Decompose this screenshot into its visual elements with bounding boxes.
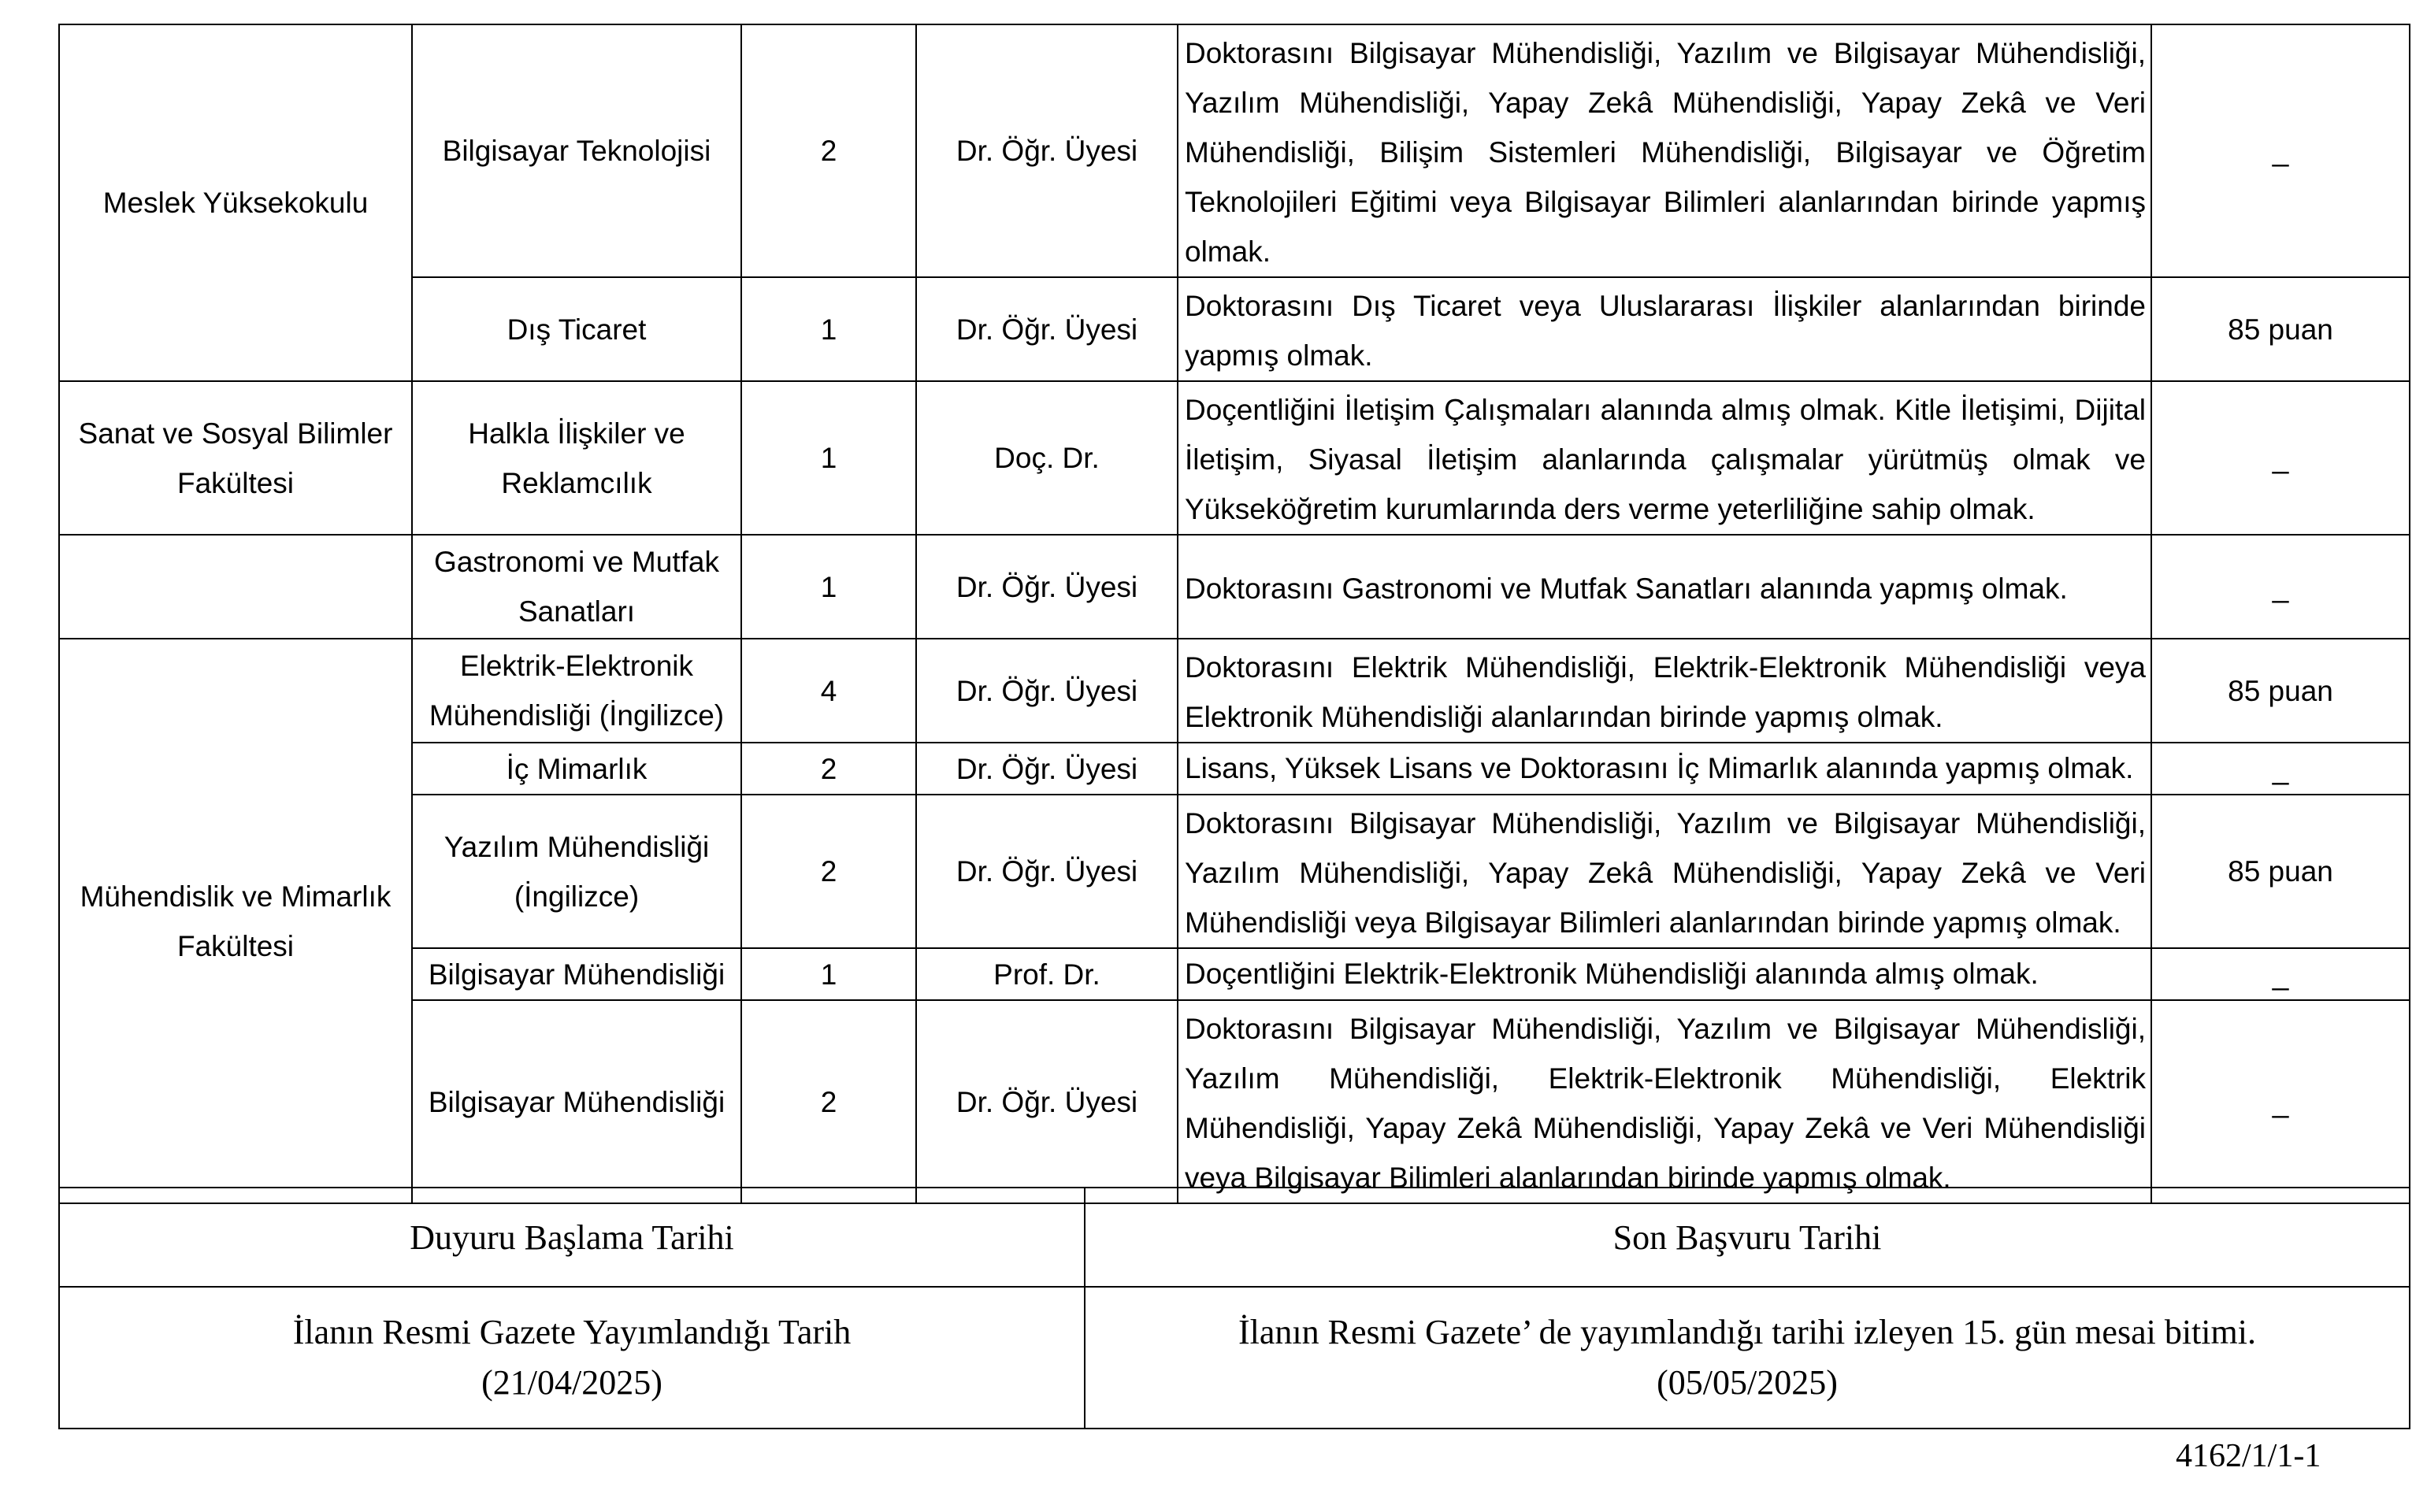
requirement-cell: Doktorasını Elektrik Mühendisliği, Elektrik-Elektronik Mühendisliği veya Elektronik Mühendisliği alanlarından birinde yapmış olmak. — [1178, 639, 2151, 743]
score-cell: _ — [2151, 1000, 2410, 1203]
count-cell: 2 — [741, 1000, 916, 1203]
faculty-cell: Mühendislik ve Mimarlık Fakültesi — [59, 639, 412, 1203]
count-cell: 2 — [741, 743, 916, 795]
table-row — [59, 795, 2410, 948]
table-row — [59, 535, 2410, 639]
requirement-cell: Lisans, Yüksek Lisans ve Doktorasını İç Mimarlık alanında yapmış olmak. — [1178, 743, 2151, 795]
score-cell: _ — [2151, 381, 2410, 535]
requirement-cell: Doçentliğini Elektrik-Elektronik Mühendisliği alanında almış olmak. — [1178, 948, 2151, 1000]
faculty-cell — [59, 535, 412, 639]
requirement-cell: Doktorasını Dış Ticaret veya Uluslararası İlişkiler alanlarından birinde yapmış olmak. — [1178, 277, 2151, 381]
requirement-cell: Doktorasını Bilgisayar Mühendisliği, Yazılım ve Bilgisayar Mühendisliği, Yazılım Mühendisliği, Elektrik-Elektronik Mühendisliği, Elektrik Mühendisliği, Yapay Zekâ Mühendisliği, Yapay Zekâ ve Veri Mühendisliği veya Bilgisayar Bilimleri alanlarından birinde yapmış olmak. — [1178, 1000, 2151, 1203]
department-cell: Gastronomi ve Mutfak Sanatları — [412, 535, 741, 639]
title-cell: Prof. Dr. — [916, 948, 1178, 1000]
requirement-cell: Doktorasını Bilgisayar Mühendisliği, Yazılım ve Bilgisayar Mühendisliği, Yazılım Mühendisliği, Yapay Zekâ Mühendisliği, Yapay Zekâ ve Veri Mühendisliği, Bilişim Sistemleri Mühendisliği, Bilgisayar ve Öğretim Teknolojileri Eğitimi veya Bilgisayar Bilimleri alanlarından birinde yapmış olmak. — [1178, 24, 2151, 277]
requirement-cell: Doktorasını Bilgisayar Mühendisliği, Yazılım ve Bilgisayar Mühendisliği, Yazılım Mühendisliği, Yapay Zekâ Mühendisliği, Yapay Zekâ ve Veri Mühendisliği veya Bilgisayar Bilimleri alanlarından birinde yapmış olmak. — [1178, 795, 2151, 948]
table-row — [59, 743, 2410, 795]
count-cell: 1 — [741, 948, 916, 1000]
faculty-cell: Sanat ve Sosyal Bilimler Fakültesi — [59, 381, 412, 535]
title-cell: Dr. Öğr. Üyesi — [916, 24, 1178, 277]
count-cell: 2 — [741, 795, 916, 948]
count-cell: 2 — [741, 24, 916, 277]
end-date-cell — [1085, 1287, 2410, 1429]
title-cell: Dr. Öğr. Üyesi — [916, 795, 1178, 948]
requirement-cell: Doktorasını Gastronomi ve Mutfak Sanatları alanında yapmış olmak. — [1178, 535, 2151, 639]
title-cell: Dr. Öğr. Üyesi — [916, 535, 1178, 639]
score-cell: _ — [2151, 743, 2410, 795]
department-cell: Bilgisayar Mühendisliği — [412, 1000, 741, 1203]
dates-header-row — [59, 1188, 2410, 1287]
count-cell: 1 — [741, 381, 916, 535]
score-cell: 85 puan — [2151, 795, 2410, 948]
score-cell: _ — [2151, 948, 2410, 1000]
start-date-text: İlanın Resmi Gazete Yayımlandığı Tarih — [292, 1313, 852, 1351]
title-cell: Dr. Öğr. Üyesi — [916, 277, 1178, 381]
department-cell: Halkla İlişkiler ve Reklamcılık — [412, 381, 741, 535]
department-cell: Yazılım Mühendisliği (İngilizce) — [412, 795, 741, 948]
end-date-value: (05/05/2025) — [1657, 1363, 1838, 1402]
title-cell: Dr. Öğr. Üyesi — [916, 743, 1178, 795]
faculty-cell: Meslek Yüksekokulu — [59, 24, 412, 381]
positions-table — [58, 24, 2410, 1204]
count-cell: 1 — [741, 277, 916, 381]
end-date-text: İlanın Resmi Gazete’ de yayımlandığı tarihi izleyen 15. gün mesai bitimi. — [1238, 1313, 2256, 1351]
count-cell: 1 — [741, 535, 916, 639]
department-cell: Dış Ticaret — [412, 277, 741, 381]
score-cell: _ — [2151, 24, 2410, 277]
count-cell: 4 — [741, 639, 916, 743]
department-cell: Elektrik-Elektronik Mühendisliği (İngilizce) — [412, 639, 741, 743]
title-cell: Doç. Dr. — [916, 381, 1178, 535]
start-date-cell — [59, 1287, 1085, 1429]
end-date-header: Son Başvuru Tarihi — [1085, 1188, 2410, 1287]
dates-value-row — [59, 1287, 2410, 1429]
table-row — [59, 381, 2410, 535]
department-cell: Bilgisayar Mühendisliği — [412, 948, 741, 1000]
table-row — [59, 24, 2410, 277]
department-cell: İç Mimarlık — [412, 743, 741, 795]
score-cell: _ — [2151, 535, 2410, 639]
document-number: 4162/1/1-1 — [2176, 1438, 2321, 1474]
score-cell: 85 puan — [2151, 277, 2410, 381]
department-cell: Bilgisayar Teknolojisi — [412, 24, 741, 277]
table-row — [59, 948, 2410, 1000]
table-row — [59, 1000, 2410, 1203]
score-cell: 85 puan — [2151, 639, 2410, 743]
title-cell: Dr. Öğr. Üyesi — [916, 639, 1178, 743]
start-date-value: (21/04/2025) — [481, 1363, 662, 1402]
title-cell: Dr. Öğr. Üyesi — [916, 1000, 1178, 1203]
dates-table — [58, 1187, 2410, 1429]
start-date-header: Duyuru Başlama Tarihi — [59, 1188, 1085, 1287]
requirement-cell: Doçentliğini İletişim Çalışmaları alanında almış olmak. Kitle İletişimi, Dijital İletişim, Siyasal İletişim alanlarında çalışmalar yürütmüş olmak ve Yükseköğretim kurumlarında ders verme yeterliliğine sahip olmak. — [1178, 381, 2151, 535]
table-row — [59, 639, 2410, 743]
table-row — [59, 277, 2410, 381]
